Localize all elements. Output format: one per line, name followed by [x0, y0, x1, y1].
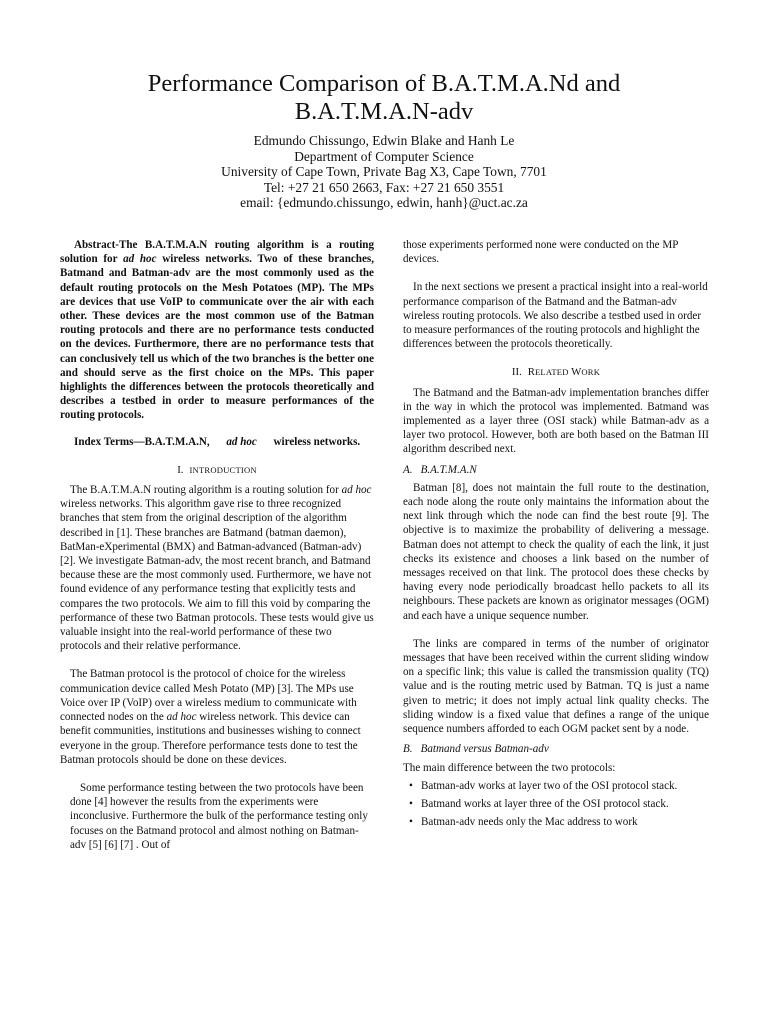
- title-line-1: Performance Comparison of B.A.T.M.A.Nd and: [147, 70, 621, 97]
- bullet-icon: •: [409, 816, 413, 829]
- intro-paragraph-1: The B.A.T.M.A.N routing algorithm is a routing solution for ad hoc wireless networks. This algorithm gave rise to three recognized branches that stem from the original description of the algorithm described in [1]. These branches are Batmand (batman daemon), BatMan-eXperimental (BMX) and Batman-advanced (Batman-adv) [2]. We investigate Batman-adv, the most recent branch, and Batmand because these are the most commonly used. Furthermore, we have not found evidence of any performance testing that explicitly tests and compares the two protocols. We aim to fill this void by comparing the performance of these two Batman protocols. These tests would give us valuable insight into the real-world performance of these two protocols and their relative performance.: [60, 484, 374, 653]
- section-heading-related-work: II. RELATED WORK: [511, 366, 601, 379]
- right-column: [403, 238, 709, 833]
- intro-paragraph-4: In the next sections we present a practical insight into a real-world performance comparison of the Batmand and the Batman-adv wireless routing protocols. We also describe a testbed used in order to measure performances of the routing protocols and highlight the differences between the protocols theoretically.: [403, 281, 708, 351]
- department: Department of Computer Science: [294, 148, 474, 164]
- intro-paragraph-3-cont: those experiments performed none were conducted on the MP devices.: [403, 239, 678, 266]
- section-heading-introduction: I. INTRODUCTION: [177, 463, 257, 476]
- paper-title: [60, 70, 708, 126]
- list-item: • Batman-adv needs only the Mac address to work: [409, 816, 638, 829]
- phone: Tel: +27 21 650 2663, Fax: +27 21 650 3551: [263, 179, 505, 195]
- bullet-icon: •: [409, 797, 413, 810]
- comparison-intro: The main difference between the two protocols:: [403, 761, 616, 774]
- intro-paragraph-2: The Batman protocol is the protocol of choice for the wireless communication device called Mesh Potato (MP) [3]. The MPs use Voice over IP (VoIP) over a wireless medium to communicate with connected nodes on the ad hoc wireless network. This device can benefit communities, institutions and businesses wishing to connect everyone in the group. Therefore performance tests done to test the Batman protocols should be done on these devices.: [60, 668, 361, 766]
- difference-list: [403, 779, 709, 830]
- list-item: • Batmand works at layer three of the OSI protocol stack.: [409, 797, 669, 810]
- bullet-icon: •: [409, 779, 413, 792]
- intro-paragraph-3: Some performance testing between the two protocols have been done [4] however the results from the experiments were inconclusive. Furthermore the bulk of the performance testing only focuses on the Batmand protocol and almost nothing on Batman-adv [5] [6] [7] . Out of: [70, 781, 368, 851]
- title-line-2: B.A.T.M.A.N-adv: [294, 98, 474, 125]
- list-item: • Batman-adv works at layer two of the OSI protocol stack.: [409, 779, 678, 792]
- abstract: Abstract-The B.A.T.M.A.N routing algorithm is a routing solution for ad hoc wireless networks. Two of these branches, Batmand and Batman-adv are the most commonly used as the default routing protocols on the Mesh Potatoes (MP). The MPs are devices that use VoIP to communicate over the air with each other. These devices are the most common use of the Batman routing protocols and there are no performance tests conducted on the devices. Furthermore, there are no performance tests that can conclusively tell us which of the two branches is the better one and should serve as the first choice on the MPs. This paper highlights the differences between the protocols theoretically and describes a testbed in order to measure performances of the routing protocols.: [60, 239, 374, 422]
- author-names: Edmundo Chissungo, Edwin Blake and Hanh Le: [253, 133, 515, 148]
- batman-paragraph-1: Batman [8], does not maintain the full route to the destination, each node along the route only maintains the information about the next link through which the node can find the best route [9]. The objective is to maximize the probability of delivering a message. Batman does not attempt to check the quality of each the link, it just checks its existence and chooses a link based on the number of messages received on that link. The protocol does these checks by having every node periodically broadcast hello packets to all its neighbours. These packets are known as originator messages (OGM) and each have a unique sequence number.: [403, 481, 709, 622]
- subsection-heading-batman: A. B.A.T.M.A.N: [403, 463, 477, 476]
- batman-paragraph-2: The links are compared in terms of the number of originator messages that have been received within the current sliding window on a specific link; this value is called the transmission quality (TQ) value and is the routing metric used by Batman. TQ is just a name given to metric; it does not imply actual link quality checks. The sliding window is a fixed value that defines a range of the unique sequence numbers afforded to each OGM packet sent by a node.: [403, 637, 709, 736]
- author-block: [60, 133, 708, 211]
- left-column: [60, 238, 374, 852]
- email: email: {edmundo.chissungo, edwin, hanh}@uct.ac.za: [240, 195, 528, 211]
- address: University of Cape Town, Private Bag X3, Cape Town, 7701: [221, 164, 547, 180]
- subsection-heading-comparison: B. Batmand versus Batman-adv: [403, 743, 549, 756]
- related-work-paragraph: The Batmand and the Batman-adv implementation branches differ in the way in which the protocol was implemented. Batmand was implemented as a layer three (OSI stack) while Batman-adv as a layer two protocol. However, both are both based on the Batman III algorithm described next.: [403, 386, 709, 456]
- index-terms: Index Terms—B.A.T.M.A.N, ad hoc wireless networks.: [74, 435, 361, 448]
